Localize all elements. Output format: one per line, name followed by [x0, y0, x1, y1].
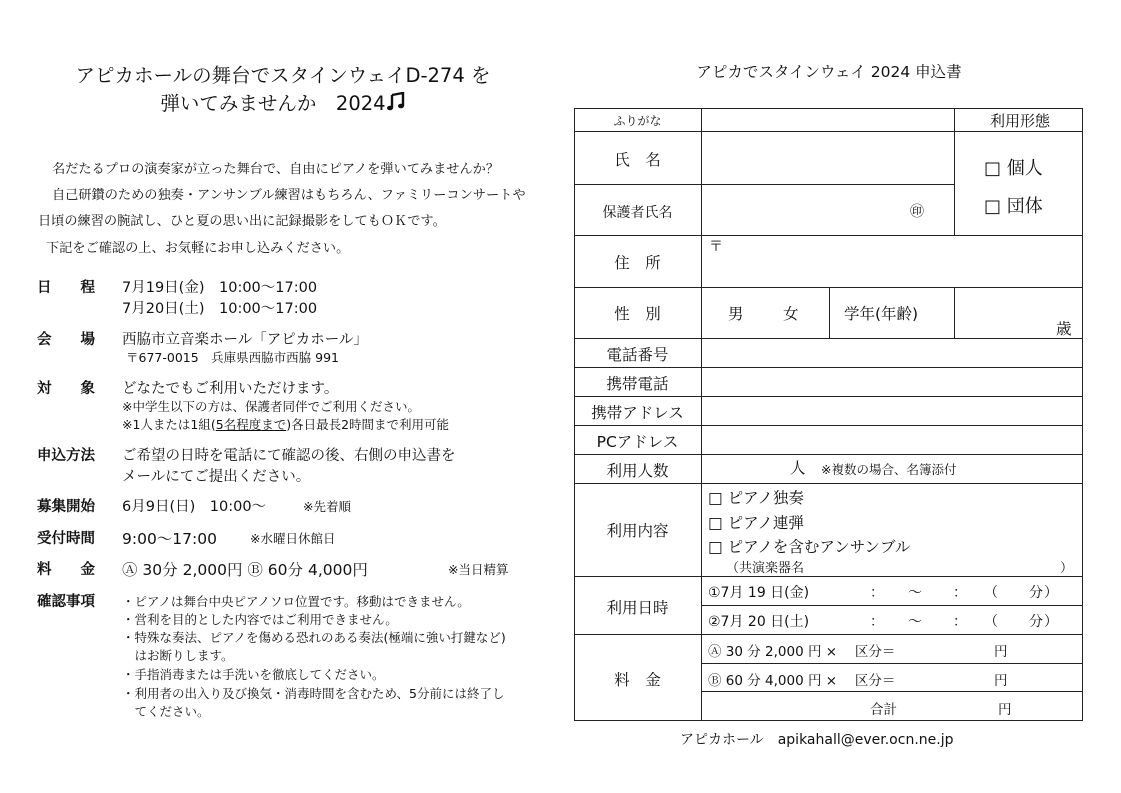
intro-line: 下記をご確認の上、お気軽にお申し込みください。: [46, 241, 350, 256]
start-note: ※先着順: [303, 499, 351, 514]
schedule-day2: 7月20日(土) 10:00～17:00: [122, 301, 318, 317]
content-label: 利用内容: [606, 522, 669, 540]
confirm-line: ・利用者の出入り及び換気・消毒時間を含むため、5分前には終了し: [122, 686, 505, 701]
apply-line2: メールにてご提出ください。: [122, 469, 311, 485]
target-line1: どなたでもご利用いただけます。: [122, 381, 339, 397]
ensemble-note: （共演楽器名: [726, 561, 805, 576]
date-label: 利用日時: [606, 599, 669, 617]
content-option-duet[interactable]: □ ピアノ連弾: [708, 514, 804, 532]
mobile-email-label: 携帯アドレス: [591, 404, 684, 422]
address-field[interactable]: [702, 248, 1082, 274]
date2-label: ②7月 20 日(土): [708, 614, 810, 630]
furigana-label: ふりがな: [613, 114, 662, 128]
intro-line: 名だたるプロの演奏家が立った舞台で、自由にピアノを弾いてみませんか？: [52, 162, 500, 177]
target-note1: ※中学生以下の方は、保護者同伴でご利用ください。: [122, 399, 420, 414]
guardian-label: 保護者氏名: [602, 205, 673, 221]
schedule-day1: 7月19日(金) 10:00～17:00: [122, 280, 318, 296]
gender-label: 性 別: [614, 305, 661, 323]
confirm-line: ・手指消毒または手洗いを徹底してください。: [122, 667, 385, 682]
schedule-label: 日 程: [37, 280, 95, 296]
male-option[interactable]: 男: [728, 305, 744, 323]
fee-a-row: Ⓐ 30 分 2,000 円 × 区分＝: [708, 644, 896, 660]
name-label: 氏 名: [614, 151, 661, 169]
fee-note: ※当日精算: [448, 562, 509, 577]
hours-value: 9:00～17:00: [122, 530, 217, 548]
total-yen: 円: [998, 702, 1012, 718]
address-label: 住 所: [614, 254, 661, 272]
hours-note: ※水曜日休館日: [250, 531, 336, 546]
content-option-ensemble[interactable]: □ ピアノを含むアンサンブル: [708, 538, 911, 556]
fee-value: Ⓐ 30分 2,000円 Ⓑ 60分 4,000円: [122, 561, 368, 579]
apply-line1: ご希望の日時を電話にて確認の後、右側の申込書を: [122, 448, 456, 464]
target-note2-suffix: )各日最長2時間まで利用可能: [286, 417, 450, 432]
start-value: 6月9日(日) 10:00～: [122, 499, 267, 515]
confirm-line: てください。: [122, 704, 210, 719]
footer-contact: アピカホール apikahall@ever.ocn.ne.jp: [680, 732, 954, 748]
people-unit: 人: [790, 459, 806, 477]
people-note: ※複数の場合、名簿添付: [821, 462, 957, 477]
venue-address: 〒677-0015 兵庫県西脇市西脇 991: [126, 350, 340, 365]
usage-type-label: 利用形態: [989, 112, 1050, 130]
mobile-label: 携帯電話: [606, 375, 669, 393]
ensemble-close: ）: [1060, 561, 1074, 576]
date1-time[interactable]: ： ～ ： （ 分）: [870, 585, 1059, 601]
apply-label: 申込方法: [37, 448, 95, 464]
seal-mark: ㊞: [910, 204, 924, 220]
target-note2: [122, 415, 449, 433]
age-unit: 歳: [1056, 320, 1072, 338]
intro-line: 自己研鑽のための独奏・アンサンブル練習はもちろん、ファミリーコンサートや: [52, 188, 526, 203]
fee-b-row: Ⓑ 60 分 4,000 円 × 区分＝: [708, 673, 896, 689]
fee-label: 料 金: [614, 671, 661, 689]
people-label: 利用人数: [606, 462, 669, 480]
pc-email-label: PCアドレス: [596, 433, 679, 451]
target-label: 対 象: [37, 381, 95, 397]
female-option[interactable]: 女: [783, 305, 799, 323]
hours-label: 受付時間: [37, 531, 95, 547]
confirm-line: ・ピアノは舞台中央ピアノソロ位置です。移動はできません。: [122, 594, 470, 609]
fee-a-yen: 円: [994, 644, 1008, 660]
start-label: 募集開始: [37, 499, 95, 515]
individual-checkbox[interactable]: □ 個人: [984, 158, 1043, 179]
intro-line: 日頃の練習の腕試し、ひと夏の思い出に記録撮影をしてもＯＫです。: [38, 214, 446, 229]
confirm-line: ・特殊な奏法、ピアノを傷める恐れのある奏法(極端に強い打鍵など): [122, 630, 506, 645]
application-form: [574, 108, 1083, 721]
date2-time[interactable]: ： ～ ： （ 分）: [870, 614, 1059, 630]
group-checkbox[interactable]: □ 団体: [984, 196, 1043, 217]
target-note2-prefix: ※1人または1組(: [122, 417, 216, 432]
page-title-line2: [33, 88, 533, 116]
content-option-solo[interactable]: □ ピアノ独奏: [708, 489, 804, 507]
fee-label: 料 金: [37, 562, 95, 578]
phone-label: 電話番号: [606, 346, 669, 364]
venue-name: 西脇市立音楽ホール「アピカホール」: [122, 332, 368, 348]
music-note-icon: [386, 92, 406, 115]
postal-mark: 〒: [709, 239, 723, 255]
confirm-line: ・営利を目的とした内容ではご利用できません。: [122, 612, 398, 627]
page-title-line1: アピカホールの舞台でスタインウェイD-274 を: [75, 64, 491, 87]
date1-label: ①7月 19 日(金): [708, 585, 810, 601]
grade-label: 学年(年齢): [844, 305, 919, 323]
fee-b-yen: 円: [994, 673, 1008, 689]
form-title: アピカでスタインウェイ 2024 申込書: [696, 63, 962, 81]
total-label: 合計: [870, 702, 897, 718]
venue-label: 会 場: [37, 332, 95, 348]
confirm-line: はお断りします。: [122, 648, 234, 663]
confirm-label: 確認事項: [37, 594, 95, 610]
page-title-year: 弾いてみませんか 2024: [160, 92, 386, 115]
target-note2-underline: 5名程度まで: [215, 417, 287, 432]
